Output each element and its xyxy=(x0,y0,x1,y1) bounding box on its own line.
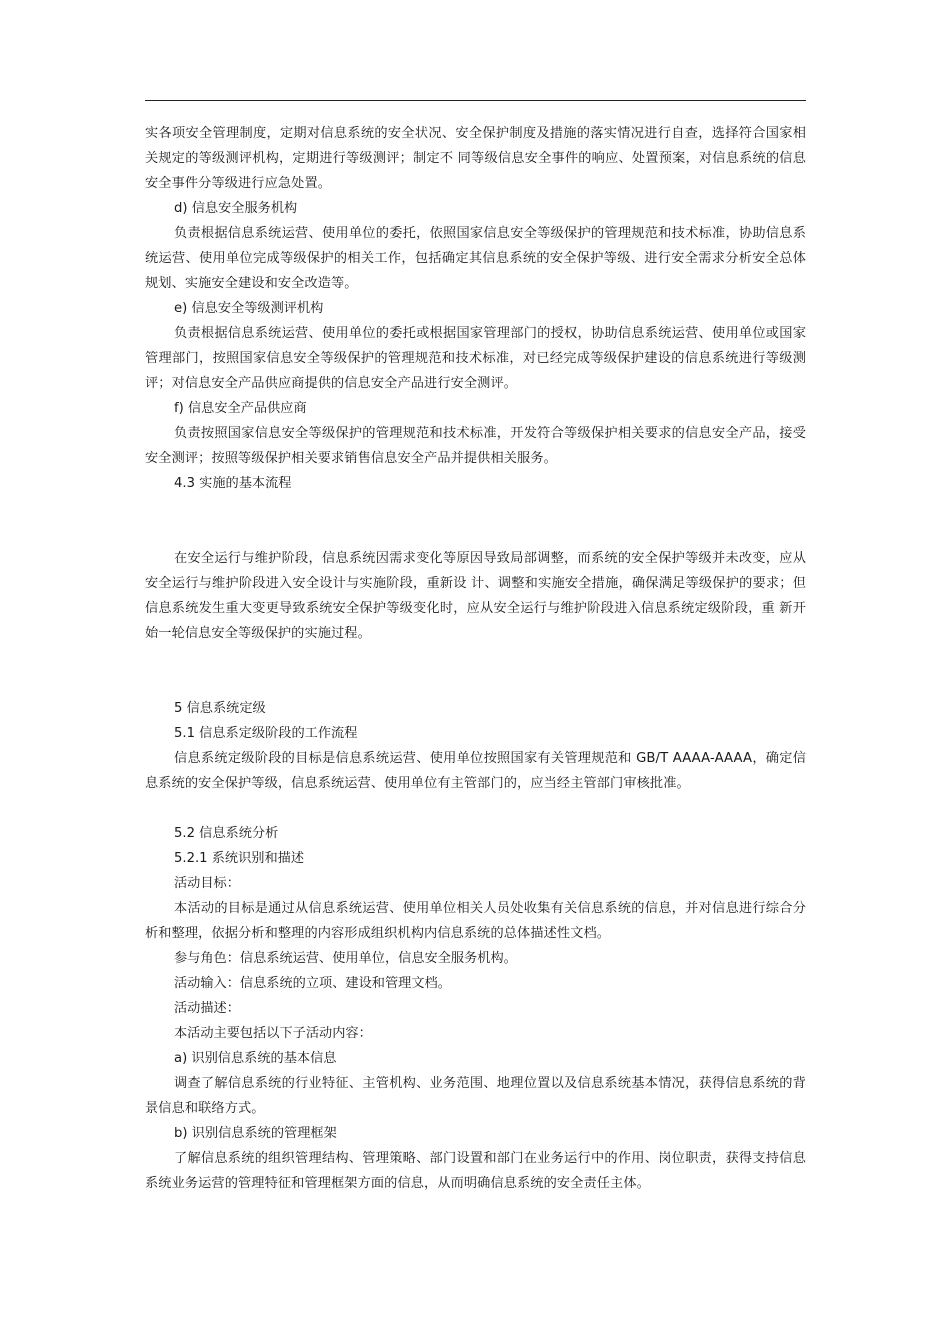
section-heading: 5.1 信息系定级阶段的工作流程 xyxy=(174,726,358,741)
paragraph: 负责根据信息系统运营、使用单位的委托，依照国家信息安全等级保护的管理规范和技术标准，协助信息系统运营、使用单位完成等级保护的相关工作，包括确定其信息系统的安全保护等级、进行安全需求分析安全总体规划、实施安全建设和安全改造等。 xyxy=(145,226,806,291)
paragraph: 调查了解信息系统的行业特征、主管机构、业务范围、地理位置以及信息系统基本情况，获得信息系统的背景信息和联络方式。 xyxy=(145,1076,806,1116)
section-heading: 活动输入：信息系统的立项、建设和管理文档。 xyxy=(174,976,451,991)
section-heading: a) 识别信息系统的基本信息 xyxy=(174,1051,337,1066)
paragraph: 负责根据信息系统运营、使用单位的委托或根据国家管理部门的授权，协助信息系统运营、使用单位或国家管理部门，按照国家信息安全等级保护的管理规范和技术标准，对已经完成等级保护建设的信息系统进行等级测评；对信息安全产品供应商提供的信息安全产品进行安全测评。 xyxy=(145,326,806,391)
section-heading: 参与角色：信息系统运营、使用单位，信息安全服务机构。 xyxy=(174,951,517,966)
section-heading: 本活动主要包括以下子活动内容： xyxy=(174,1026,372,1041)
paragraph: 在安全运行与维护阶段，信息系统因需求变化等原因导致局部调整，而系统的安全保护等级并未改变，应从安全运行与维护阶段进入安全设计与实施阶段，重新设 计、调整和实施安全措施，确保满足等级保护的要求；但信息系统发生重大变更导致系统安全保护等级变化时，应从安全运行与维护阶段进入信息系统定级阶段，重 新开始一轮信息安全等级保护的实施过程。 xyxy=(145,551,806,641)
section-heading: f) 信息安全产品供应商 xyxy=(174,401,307,416)
header-rule xyxy=(145,100,806,101)
section-heading: 活动描述： xyxy=(174,1001,240,1016)
section-heading: 5.2 信息系统分析 xyxy=(174,826,279,841)
paragraph: 实各项安全管理制度，定期对信息系统的安全状况、安全保护制度及措施的落实情况进行自查，选择符合国家相关规定的等级测评机构，定期进行等级测评；制定不 同等级信息安全事件的响应、处置预案，对信息系统的信息安全事件分等级进行应急处置。 xyxy=(145,126,806,191)
section-heading: 活动目标： xyxy=(174,876,240,891)
section-heading: d) 信息安全服务机构 xyxy=(174,201,298,216)
spacer xyxy=(145,796,806,821)
spacer xyxy=(145,496,806,546)
section-heading: b) 识别信息系统的管理框架 xyxy=(174,1126,337,1141)
document-body xyxy=(145,121,806,1196)
section-heading: 5.2.1 系统识别和描述 xyxy=(174,851,305,866)
section-heading: e) 信息安全等级测评机构 xyxy=(174,301,324,316)
spacer xyxy=(145,646,806,696)
paragraph: 了解信息系统的组织管理结构、管理策略、部门设置和部门在业务运行中的作用、岗位职责，获得支持信息系统业务运营的管理特征和管理框架方面的信息，从而明确信息系统的安全责任主体。 xyxy=(145,1151,806,1191)
section-heading: 4.3 实施的基本流程 xyxy=(174,476,292,491)
paragraph: 本活动的目标是通过从信息系统运营、使用单位相关人员处收集有关信息系统的信息，并对信息进行综合分析和整理，依据分析和整理的内容形成组织机构内信息系统的总体描述性文档。 xyxy=(145,901,806,941)
paragraph: 信息系统定级阶段的目标是信息系统运营、使用单位按照国家有关管理规范和 GB/T AAAA-AAAA，确定信息系统的安全保护等级，信息系统运营、使用单位有主管部门的，应当经主管部门审核批准。 xyxy=(145,751,806,791)
paragraph: 负责按照国家信息安全等级保护的管理规范和技术标准，开发符合等级保护相关要求的信息安全产品，接受安全测评；按照等级保护相关要求销售信息安全产品并提供相关服务。 xyxy=(145,426,806,466)
section-heading: 5 信息系统定级 xyxy=(174,701,266,716)
